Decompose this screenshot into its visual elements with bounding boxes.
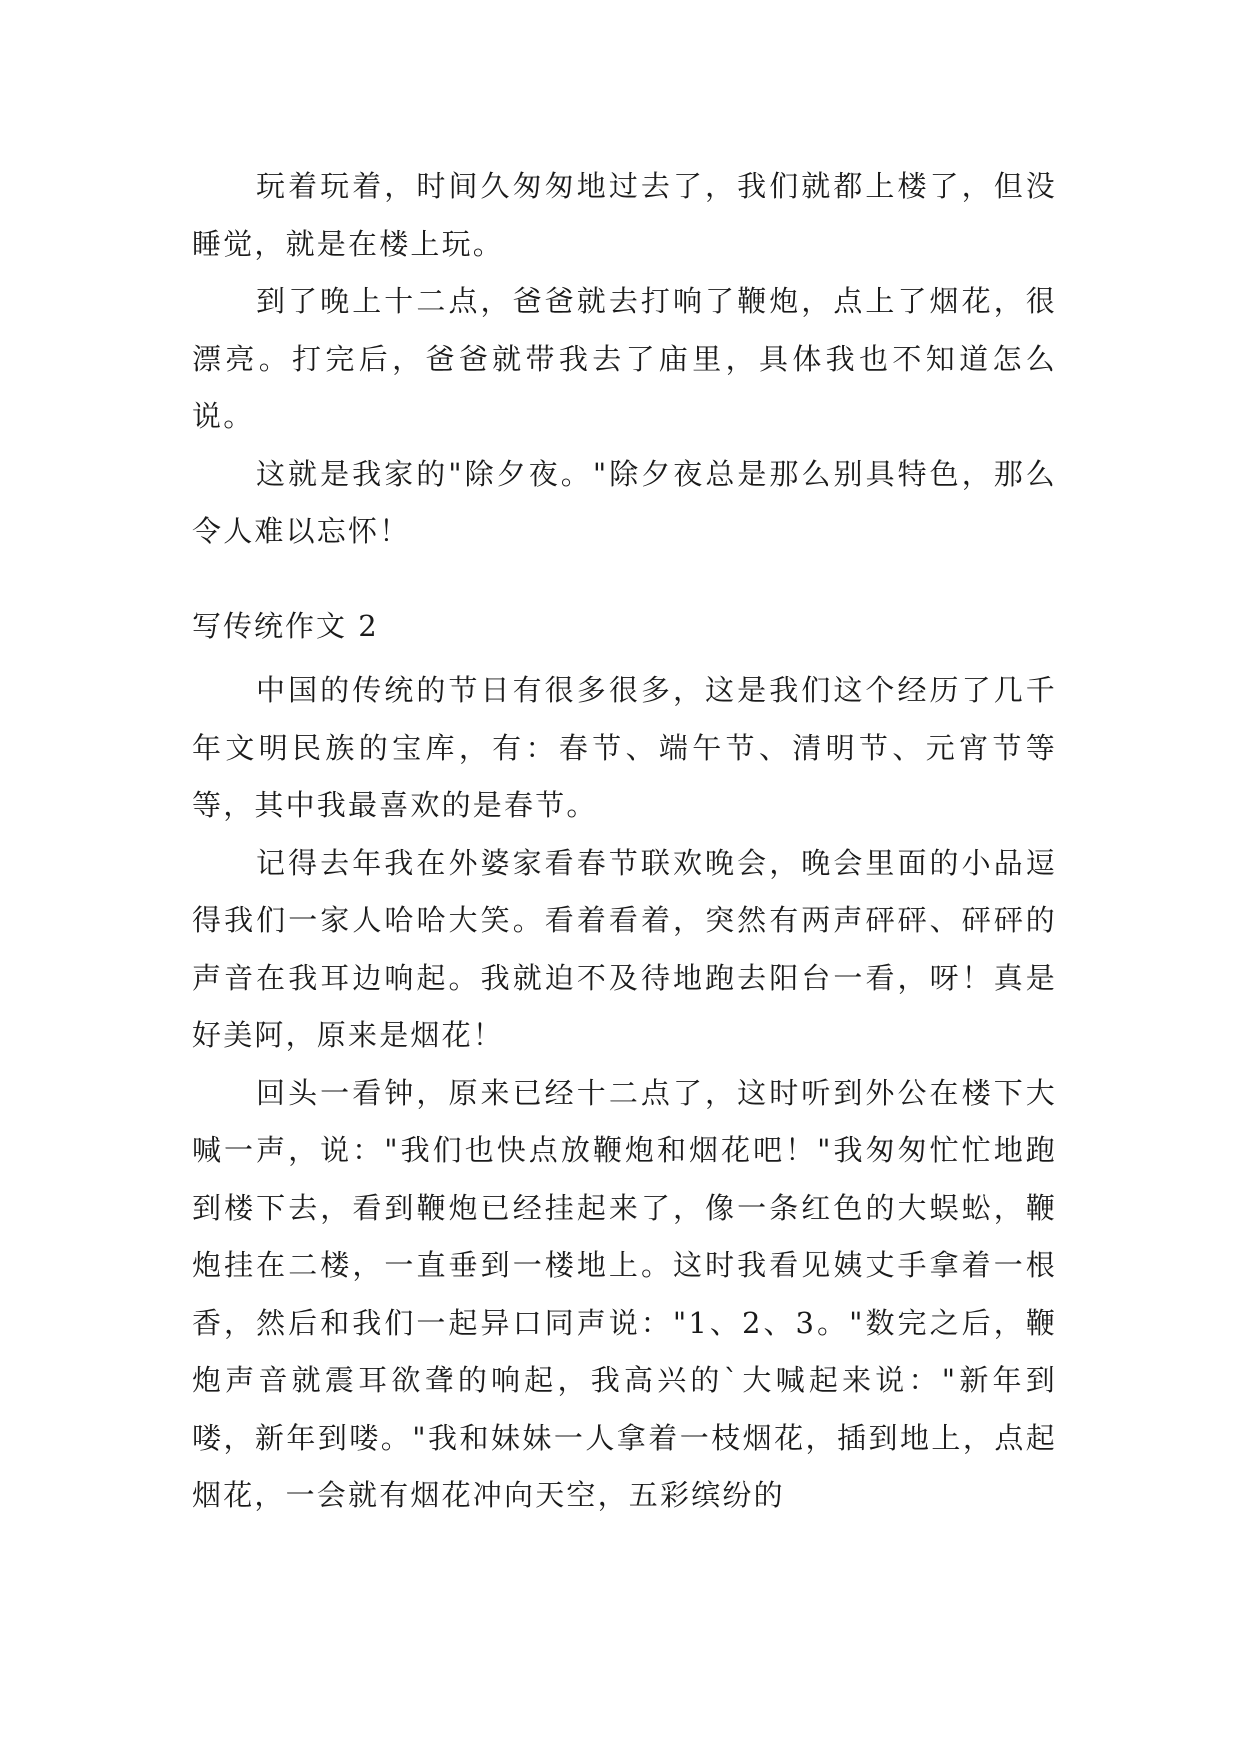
essay-2-body	[192, 662, 1057, 1525]
paragraph: 玩着玩着，时间久匆匆地过去了，我们就都上楼了，但没睡觉，就是在楼上玩。	[192, 169, 1057, 261]
paragraph: 回头一看钟，原来已经十二点了，这时听到外公在楼下大喊一声，说："我们也快点放鞭炮和烟花吧！"我匆匆忙忙地跑到楼下去，看到鞭炮已经挂起来了，像一条红色的大蜈蚣，鞭炮挂在二楼，一直垂到一楼地上。这时我看见姨丈手拿着一根香，然后和我们一起异口同声说："1、2、3。"数完之后，鞭炮声音就震耳欲聋的响起，我高兴的`大喊起来说："新年到喽，新年到喽。"我和妹妹一人拿着一枝烟花，插到地上，点起烟花，一会就有烟花冲向天空，五彩缤纷的	[192, 1075, 1057, 1512]
paragraph: 到了晚上十二点，爸爸就去打响了鞭炮，点上了烟花，很漂亮。打完后，爸爸就带我去了庙里，具体我也不知道怎么说。	[192, 284, 1057, 433]
paragraph: 记得去年我在外婆家看春节联欢晚会，晚会里面的小品逗得我们一家人哈哈大笑。看着看着，突然有两声砰砰、砰砰的声音在我耳边响起。我就迫不及待地跑去阳台一看，呀！真是好美阿，原来是烟花！	[192, 845, 1057, 1052]
paragraph: 中国的传统的节日有很多很多，这是我们这个经历了几千年文明民族的宝库，有：春节、端午节、清明节、元宵节等等，其中我最喜欢的是春节。	[192, 673, 1057, 822]
essay-2-title: 写传统作文 2	[192, 609, 379, 643]
paragraph: 这就是我家的"除夕夜。"除夕夜总是那么别具特色，那么令人难以忘怀！	[192, 456, 1057, 548]
essay-1-continued	[192, 158, 1057, 561]
